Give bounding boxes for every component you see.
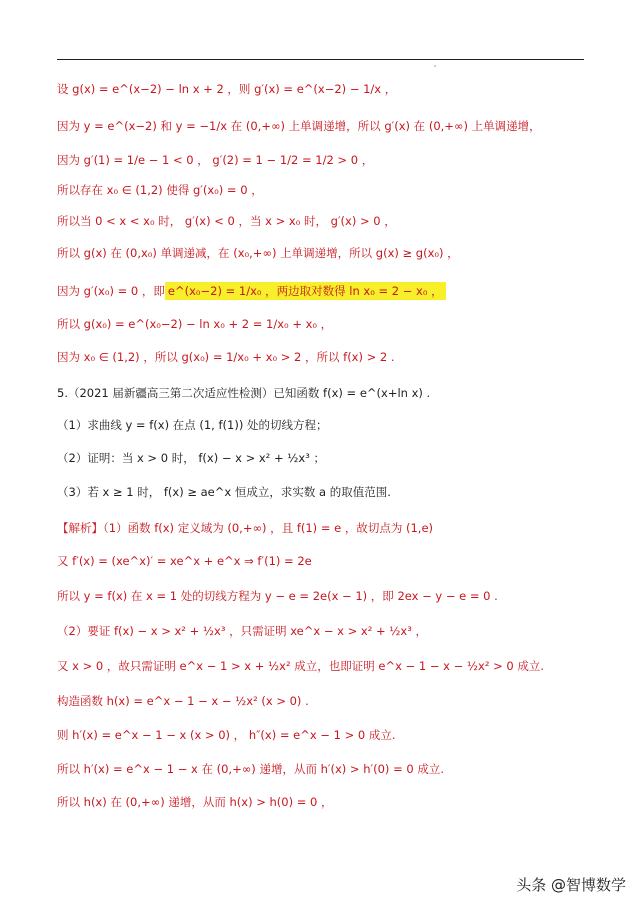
- line-text: （1）求曲线 y = f(x) 在点 (1, f(1)) 处的切线方程；: [57, 418, 328, 432]
- text-line: [57, 760, 444, 778]
- line-text: 所以 h′(x) = e^x − 1 − x 在 (0,+∞) 递增，从而 h′(x) > h′(0) = 0 成立.: [57, 762, 444, 776]
- line-text: 构造函数 h(x) = e^x − 1 − x − ½x² (x > 0) .: [57, 694, 309, 708]
- line-text: 所以 y = f(x) 在 x = 1 处的切线方程为 y − e = 2e(x − 1) ，即 2ex − y − e = 0 .: [57, 589, 498, 603]
- text-line: [57, 416, 327, 434]
- text-line: [57, 519, 433, 537]
- text-line: [57, 117, 541, 135]
- text-line: [57, 622, 427, 640]
- highlighted-formula: e^(x₀−2) = 1/x₀ ，两边取对数得 ln x₀ = 2 − x₀ ，: [165, 282, 446, 300]
- text-line: [57, 552, 312, 570]
- text-line: [57, 80, 396, 98]
- line-text: 因为 y = e^(x−2) 和 y = −1/x 在 (0,+∞) 上单调递增，所以 g′(x) 在 (0,+∞) 上单调递增，: [57, 119, 541, 133]
- text-line: [57, 793, 333, 811]
- line-text: 所以 g(x₀) = e^(x₀−2) − ln x₀ + 2 = 1/x₀ + x₀ ，: [57, 317, 333, 331]
- header-rule: [57, 59, 584, 60]
- line-text: 【解析】（1）函数 f(x) 定义域为 (0,+∞) ，且 f(1) = e ，故切点为 (1,e): [57, 521, 434, 535]
- text-line: [57, 181, 263, 199]
- line-text: 5.（2021 届新疆高三第二次适应性检测）已知函数 f(x) = e^(x+ln x) .: [57, 386, 431, 400]
- text-line: [57, 151, 373, 169]
- line-text: 又 x > 0 ，故只需证明 e^x − 1 > x + ½x² 成立，也即证明 e^x − 1 − x − ½x² > 0 成立.: [57, 659, 545, 673]
- decorative-dot: [434, 65, 436, 67]
- footer-text: 头条 @智博数学: [516, 876, 626, 894]
- line-text: （3）若 x ≥ 1 时， f(x) ≥ ae^x 恒成立，求实数 a 的取值范围.: [57, 485, 391, 499]
- text-line: [57, 384, 430, 402]
- line-text: 因为 g′(1) = 1/e − 1 < 0 ， g′(2) = 1 − 1/2 = 1/2 > 0 ，: [57, 153, 374, 167]
- text-line: [57, 212, 396, 230]
- text-line: [57, 657, 544, 675]
- text-line: [57, 449, 325, 467]
- line-text: 所以 g(x) 在 (0,x₀) 单调递减，在 (x₀,+∞) 上单调递增，所以 g(x) ≥ g(x₀) ，: [57, 246, 459, 260]
- watermark-footer: [516, 874, 626, 895]
- text-line: [57, 315, 332, 333]
- text-line: [57, 692, 309, 710]
- text-line: [57, 348, 395, 366]
- text-line: [57, 587, 498, 605]
- line-text: 所以存在 x₀ ∈ (1,2) 使得 g′(x₀) = 0 ，: [57, 183, 263, 197]
- line-text: 因为 x₀ ∈ (1,2) ，所以 g(x₀) = 1/x₀ + x₀ > 2 ，所以 f(x) > 2 .: [57, 350, 395, 364]
- line-text: （2）要证 f(x) − x > x² + ½x³ ，只需证明 xe^x − x > x² + ½x³ ，: [57, 624, 427, 638]
- line-text: 所以 h(x) 在 (0,+∞) 递增，从而 h(x) > h(0) = 0 ，: [57, 795, 333, 809]
- text-line: [57, 282, 446, 300]
- line-text: 又 f′(x) = (xe^x)′ = xe^x + e^x ⇒ f′(1) = 2e: [57, 554, 312, 568]
- text-line: [57, 483, 391, 501]
- line-text: 因为 g′(x₀) = 0 ，即: [57, 284, 165, 298]
- line-text: 则 h′(x) = e^x − 1 − x (x > 0) ， h″(x) = e^x − 1 > 0 成立.: [57, 728, 396, 742]
- line-text: 所以当 0 < x < x₀ 时， g′(x) < 0 ，当 x > x₀ 时， g′(x) > 0 ，: [57, 214, 396, 228]
- text-line: [57, 244, 459, 262]
- line-text: （2）证明：当 x > 0 时， f(x) − x > x² + ½x³ ；: [57, 451, 325, 465]
- line-text: 设 g(x) = e^(x−2) − ln x + 2 ，则 g′(x) = e^(x−2) − 1/x ，: [57, 82, 397, 96]
- text-line: [57, 726, 396, 744]
